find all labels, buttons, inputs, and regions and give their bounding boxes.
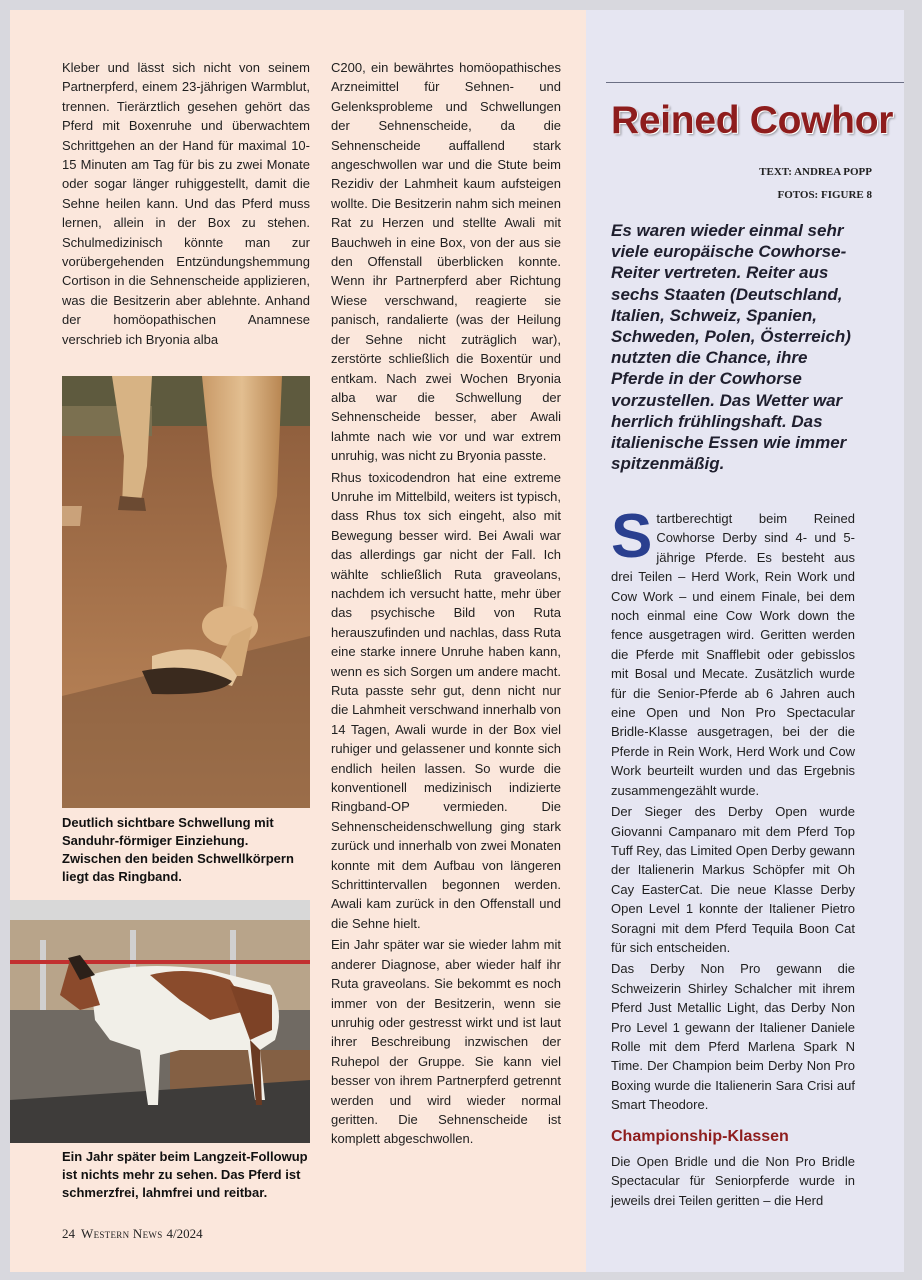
page-number: 24 [62,1226,75,1241]
right-paragraph-4: Die Open Bridle und die Non Pro Bridle Spectacular für Seniorpferde wurde in jeweils drei Teilen geritten – die Herd [611,1154,855,1208]
magazine-name: Western News [81,1226,163,1241]
article-title: Reined Cowhor [611,99,894,142]
issue-number: 4/2024 [166,1226,203,1241]
col2-paragraph-2: Rhus toxicodendron hat eine extreme Unruhe im Mittelbild, weiters ist typisch, dass Rhus tox sich eingeht, also mit Bewegung besser wird. Bei Awali war das allerdings gar nicht der Fall. Ich wählte schließlich Ruta graveolans, nachdem ich versucht hatte, mehr über das psychische Bild von Ruta herauszufinden und nachlas, dass Ruta eine starke innere Unruhe haben kann, wenn es sich Sorgen um andere macht. Ruta passte sehr gut, denn nicht nur die Lahmheit verschwand innerhalb von 14 Tagen, Awali wurde in der Box viel ruhiger und gelassener und konnte sich endlich heilen lassen. So wurde die konventionell medizinisch indizierte Ringband-OP vermieden. Die Sehnenscheidenschwellung ging stark zurück und innerhalb von zwei Monaten konnte mit dem Aufbau von längeren Schrittintervallen begonnen werden. Awali kam zurück in den Offenstall und die Sehne hielt. [331,469,561,931]
right-paragraph-3: Das Derby Non Pro gewann die Schweizerin Shirley Schalcher mit ihrem Pferd Just Metallic Light, das Derby Non Pro Level 1 gewann der Italiener Daniele Rolle mit dem Pferd Marlena Spark N Time. Der Champion beim Derby Non Pro Boxing wurde die Italienerin Sara Crisi auf Smart Theodore. [611,961,855,1113]
credit-text: TEXT: ANDREA POPP [759,166,872,178]
right-paragraph-2: Der Sieger des Derby Open wurde Giovanni Campanaro mit dem Pferd Top Tuff Rey, das Limited Open Derby gewann der Italienerin Markus Schöpfer mit Oh Cay EasterCat. Die neue Klasse Derby Open Level 1 konnte der Italiener Pietro Soragni mit dem Pferd Tequila Boon Cat für sich entscheiden. [611,804,855,955]
left-column-1 [62,58,310,349]
left-column-2 [331,58,561,1149]
photo-horse-followup [10,900,310,1143]
credit-photos: FOTOS: FIGURE 8 [777,189,872,201]
photo-swollen-tendon-image [62,376,310,808]
right-column [611,502,855,1210]
photo-swollen-tendon [62,376,310,808]
page-footer [62,1226,203,1242]
right-paragraph-1 [611,502,855,800]
col2-paragraph-3: Ein Jahr später war sie wieder lahm mit anderer Diagnose, aber wieder half ihr Ruta graveolans. Sie bekommt es noch immer von der Besitzerin, wenn sie unruhig oder gestresst wirkt und ist laut ihrer Beschreibung inzwischen der Ruhepol der Gruppe. Sie kann viel besser von ihrem Partnerpferd getrennt werden und wird wieder normal geritten. Die Sehnenscheide ist komplett abgeschwollen. [331,937,561,1147]
col2-paragraph-1: C200, ein bewährtes homöopathisches Arzneimittel für Sehnen- und Gelenksprobleme und Schwellungen der Sehnenscheide, da die Sehnenscheide auffallend stark angeschwollen war und die Stute beim Rezidiv der Lahmheit kaum aufsteigen wollte. Die Besitzerin nahm sich meinen Rat zu Herzen und stellte Awali mit Bauchweh in eine Box, von der aus sie den Offenstall überblicken konnte. Wenn ihr Partnerpferd aber Richtung Wiese verschwand, reagierte sie panisch, randalierte (was der Heilung der Sehne nicht zuträglich war), zerstörte schließlich die Boxentür und entkam. Nach zwei Wochen Bryonia alba war die Schwellung der Sehnenscheide besser, aber Awali lahmte nach wie vor und war extrem unruhig, was nicht zu Bryonia passte. [331,60,561,464]
col1-paragraph: Kleber und lässt sich nicht von seinem Partnerpferd, einem 23-jährigen Warmblut, trennen. Tierärztlich gesehen gehört das Pferd mit Boxenruhe und überwachtem Schrittgehen an der Hand für maximal 10-15 Minuten am Tag für bis zu zwei Monate oder sogar länger ruhiggestellt, damit die Sehne heilen kann. Und das Pferd muss lernen, allein in der Box zu stehen. Schulmedizinisch könnte man zur vorübergehenden Entzündungshemmung Cortison in die Sehnenscheide applizieren, was die Besitzerin aber ablehnte. Anhand der homöopathischen Anamnese verschrieb ich Bryonia alba [62,60,310,347]
caption-photo-1: Deutlich sichtbare Schwellung mit Sanduhr-förmiger Einziehung. Zwischen den beiden Schwellkörpern liegt das Ringband. [62,815,294,884]
drop-cap: S [611,502,653,571]
lead-paragraph: Es waren wieder einmal sehr viele europäische Cowhorse-Reiter vertreten. Reiter aus sechs Staaten (Deutschland, Italien, Schweiz, Spanien, Schweden, Polen, Österreich) nutzten die Chance, ihre Pferde in der Cowhorse vorzustellen. Das Wetter war herrlich frühlingshaft. Das italienische Essen wie immer spitzenmäßig. [611,221,851,474]
caption-photo-2: Ein Jahr später beim Langzeit-Followup ist nichts mehr zu sehen. Das Pferd ist schmerzfrei, lahmfrei und reitbar. [62,1149,308,1200]
title-rule [606,82,904,83]
subheading: Championship-Klassen [611,1127,789,1145]
right-paragraph-1-text: tartberechtigt beim Reined Cowhorse Derby sind 4- und 5-jährige Pferde. Es besteht aus drei Teilen – Herd Work, Rein Work und Cow Work – und einem Finale, bei dem noch einmal eine Cow Work down the fence ausgetragen wird. Geritten werden die Pferde mit Snafflebit oder gebisslos mit Bosal und Mecate. Zusätzlich wurde für die Senior-Pferde ab 6 Jahren auch eine Open und Non Pro Spectacular Bridle-Klasse ausgetragen, bei der die Pferde in Rein Work, Herd Work und Cow Work beurteilt wurden und das Ergebnis zusammengezählt wurde. [611,511,855,798]
photo-horse-followup-image [10,900,310,1143]
